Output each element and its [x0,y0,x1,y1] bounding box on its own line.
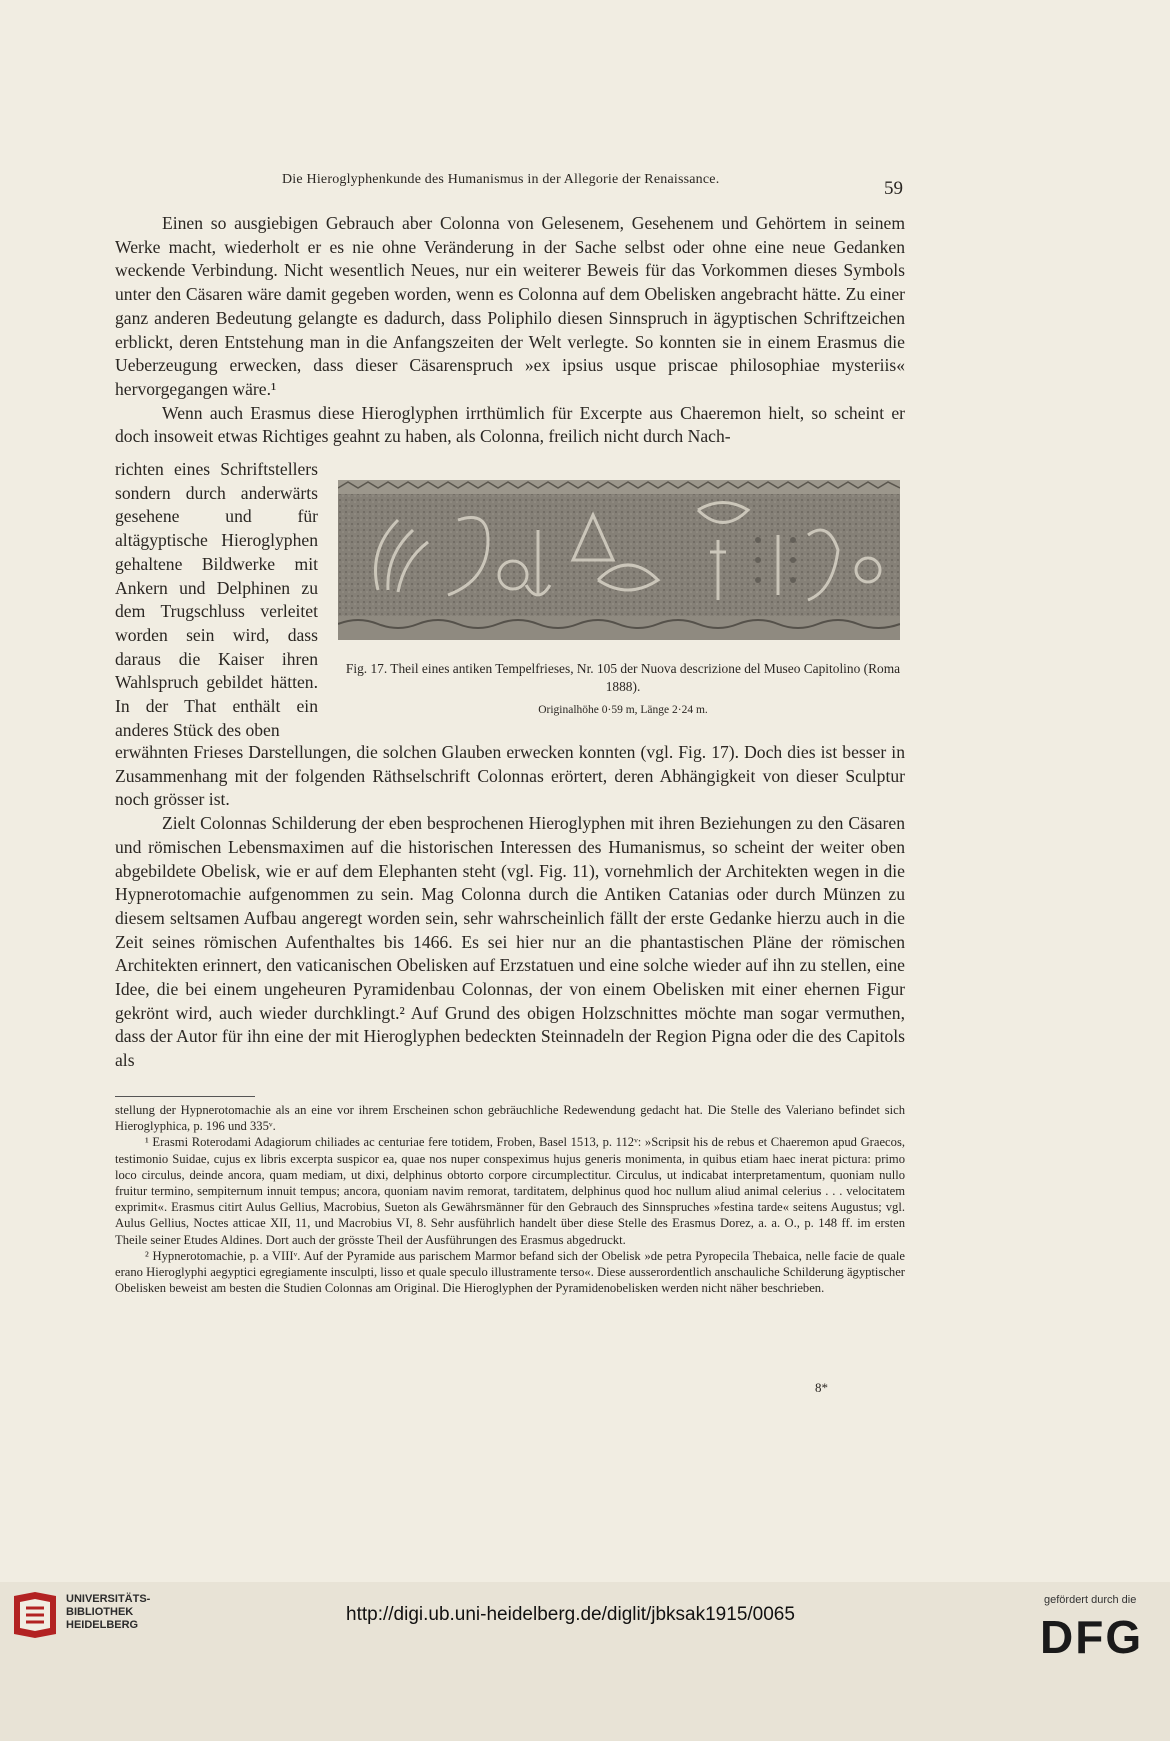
sheet-signature: 8* [815,1380,828,1395]
frieze-figure [338,480,900,640]
paragraph-1: Einen so ausgiebigen Gebrauch aber Colonna von Gelesenem, Gesehenem und Gehörtem in seinem Werke macht, wiederholt er es nie ohne Veränderung in der Sache selbst oder ohne eine neue Gedanken weckende Verbindung. Nicht wesentlich Neues, nur ein weiterer Beweis für das Vorkommen dieses Symbols unter den Cäsaren wäre damit gegeben worden, wenn es Colonna auf dem Obelisken angebracht hätte. Zu einer ganz anderen Bedeutung gelangte es dadurch, dass Poliphilo diesen Sinnspruch in ägyptischen Schriftzeichen erblickt, deren Entstehung man in die Anfangszeiten der Welt verlegte. So konnten sie in einem Erasmus die Ueberzeugung erwecken, dass dieser Cäsarenspruch »ex ipsius usque priscae philosophiae mysteriis« hervorgegangen wäre.¹ [115,213,905,399]
university-library-logo-icon [10,1590,60,1640]
dfg-logo[interactable]: DFG [1040,1611,1144,1663]
footnote-1: ¹ Erasmi Roterodami Adagiorum chiliades ac centuriae fere totidem, Froben, Basel 1513, p. 112ᵛ: »Scripsit his de rebus et Chaeremon apud Graecos, testimonio Suidae, cujus ex libris excerpta suspicor ea, quae nos nuper conspeximus hujus generis monimenta, in quibus etiam haec inerat pictura: primo loco circulus, deinde ancora, quam mediam, ut dixi, delphinus obtorto corpore circumplectitur. Circulus, ut indicabat interpretamentum, quoniam nullo fruitur termino, sempiternum innuit tempus; ancora, quoniam navim remorat, tarditatem, delphinus quod hoc nullum aliud animal celerius . . . velocitatem exprimit«. Erasmus citirt Aulus Gellius, Macrobius, Sueton als Gewährsmänner für den Gebrauch des Sinnspruches »festina tarde« seitens Augustus; vgl. Aulus Gellius, Noctes atticae XII, 11, und Macrobius VI, 8. Sehr ausführlich handelt über diese Stelle des Erasmus Dorez, a. a. O., p. 148 ff. im ersten Theile seiner Etudes Aldines. Dort auch der grösste Theil der Ausführungen des Erasmus abgedruckt. [115,1135,905,1247]
running-title: Die Hieroglyphenkunde des Humanismus in der Allegorie der Renaissance. [282,172,720,187]
page-number: 59 [884,178,903,199]
text-block-bottom [115,741,905,1073]
text-block-top [115,212,905,449]
footnote-2: ² Hypnerotomachie, p. a VIIIᵛ. Auf der Pyramide aus parischem Marmor befand sich der Obelisk »de petra Pyropecila Thebaica, nelle facie de quale erano Hieroglyphi aegyptici egregiamente insculpti, lisso et quale speculo illustramente terso«. Diese ausserordentlich anschauliche Schilderung ägyptischer Obelisken beweist am besten die Studien Colonnas am Original. Die Hieroglyphen der Pyramidenobelisken werden nicht näher beschrieben. [115,1248,905,1296]
wrap-column [115,458,318,742]
figure-caption [338,660,908,719]
caption-dimensions: Originalhöhe 0·59 m, Länge 2·24 m. [538,704,708,716]
funding-label: gefördert durch die [1044,1594,1137,1606]
footnotes [115,1102,905,1296]
frieze-relief-image [338,480,900,640]
permalink-url[interactable]: http://digi.ub.uni-heidelberg.de/diglit/jbksak1915/0065 [346,1604,795,1625]
footnote-continuation: stellung der Hypnerotomachie als an eine vor ihrem Erscheinen schon gebräuchliche Redewendung gedacht hat. Die Stelle des Valeriano befindet sich Hieroglyphica, p. 196 und 335ᵛ. [115,1103,905,1134]
paragraph-2-wrap: richten eines Schriftstellers sondern durch anderwärts gesehene und für altägyptische Hieroglyphen gehaltene Bildwerke mit Ankern und Delphinen zu dem Trugschluss verleitet worden sein wird, dass daraus die Kaiser ihren Wahlspruch gebildet hätten. In der That enthält ein anderes Stück des oben [115,459,318,740]
library-name[interactable]: UNIVERSITÄTS- BIBLIOTHEK HEIDELBERG [66,1593,151,1631]
footnote-rule [115,1096,255,1097]
paragraph-3: Zielt Colonnas Schilderung der eben besprochenen Hieroglyphen mit ihren Beziehungen zu den Cäsaren und römischen Lebensmaximen auf die historischen Interessen des Humanismus, so scheint der weiter oben abgebildete Obelisk, wie er auf dem Elephanten steht (vgl. Fig. 11), vornehmlich der Architekten wegen in die Hypnerotomachie aufgenommen zu sein. Mag Colonna durch die Antiken Catanias oder durch Münzen zu diesem seltsamen Aufbau angeregt worden sein, sehr wahrscheinlich fällt der erste Gedanke hierzu auch in die Zeit seines römischen Aufenthaltes bis 1466. Es sei hier nur an die phantastischen Pläne der römischen Architekten erinnert, den vaticanischen Obelisken auf Erzstatuen und eine solche wieder auf ihn zu stellen, eine Idee, die bei einem ungeheuren Pyramidenbau Colonnas, der von einem Obelisken mit einer ehernen Figur gekrönt wird, auch wieder durchklingt.² Auf Grund des obigen Holzschnittes möchte man sogar vermuthen, dass der Autor für ihn eine der mit Hieroglyphen bedeckten Steinnadeln der Region Pigna oder die des Capitols als [115,813,905,1071]
paragraph-2-start: Wenn auch Erasmus diese Hieroglyphen irrthümlich für Excerpte aus Chaeremon hielt, so scheint er doch insoweit etwas Richtiges geahnt zu haben, als Colonna, freilich nicht durch Nach- [115,402,905,447]
caption-text: Fig. 17. Theil eines antiken Tempelfrieses, Nr. 105 der Nuova descrizione del Museo Capitolino (Roma 1888). [345,661,901,694]
paragraph-2-rest: erwähnten Frieses Darstellungen, die solchen Glauben erwecken konnten (vgl. Fig. 17). Doch dies ist besser in Zusammenhang mit der folgenden Räthselschrift Colonnas erörtert, deren Abhängigkeit von dieser Sculptur noch grösser ist. [115,742,905,810]
